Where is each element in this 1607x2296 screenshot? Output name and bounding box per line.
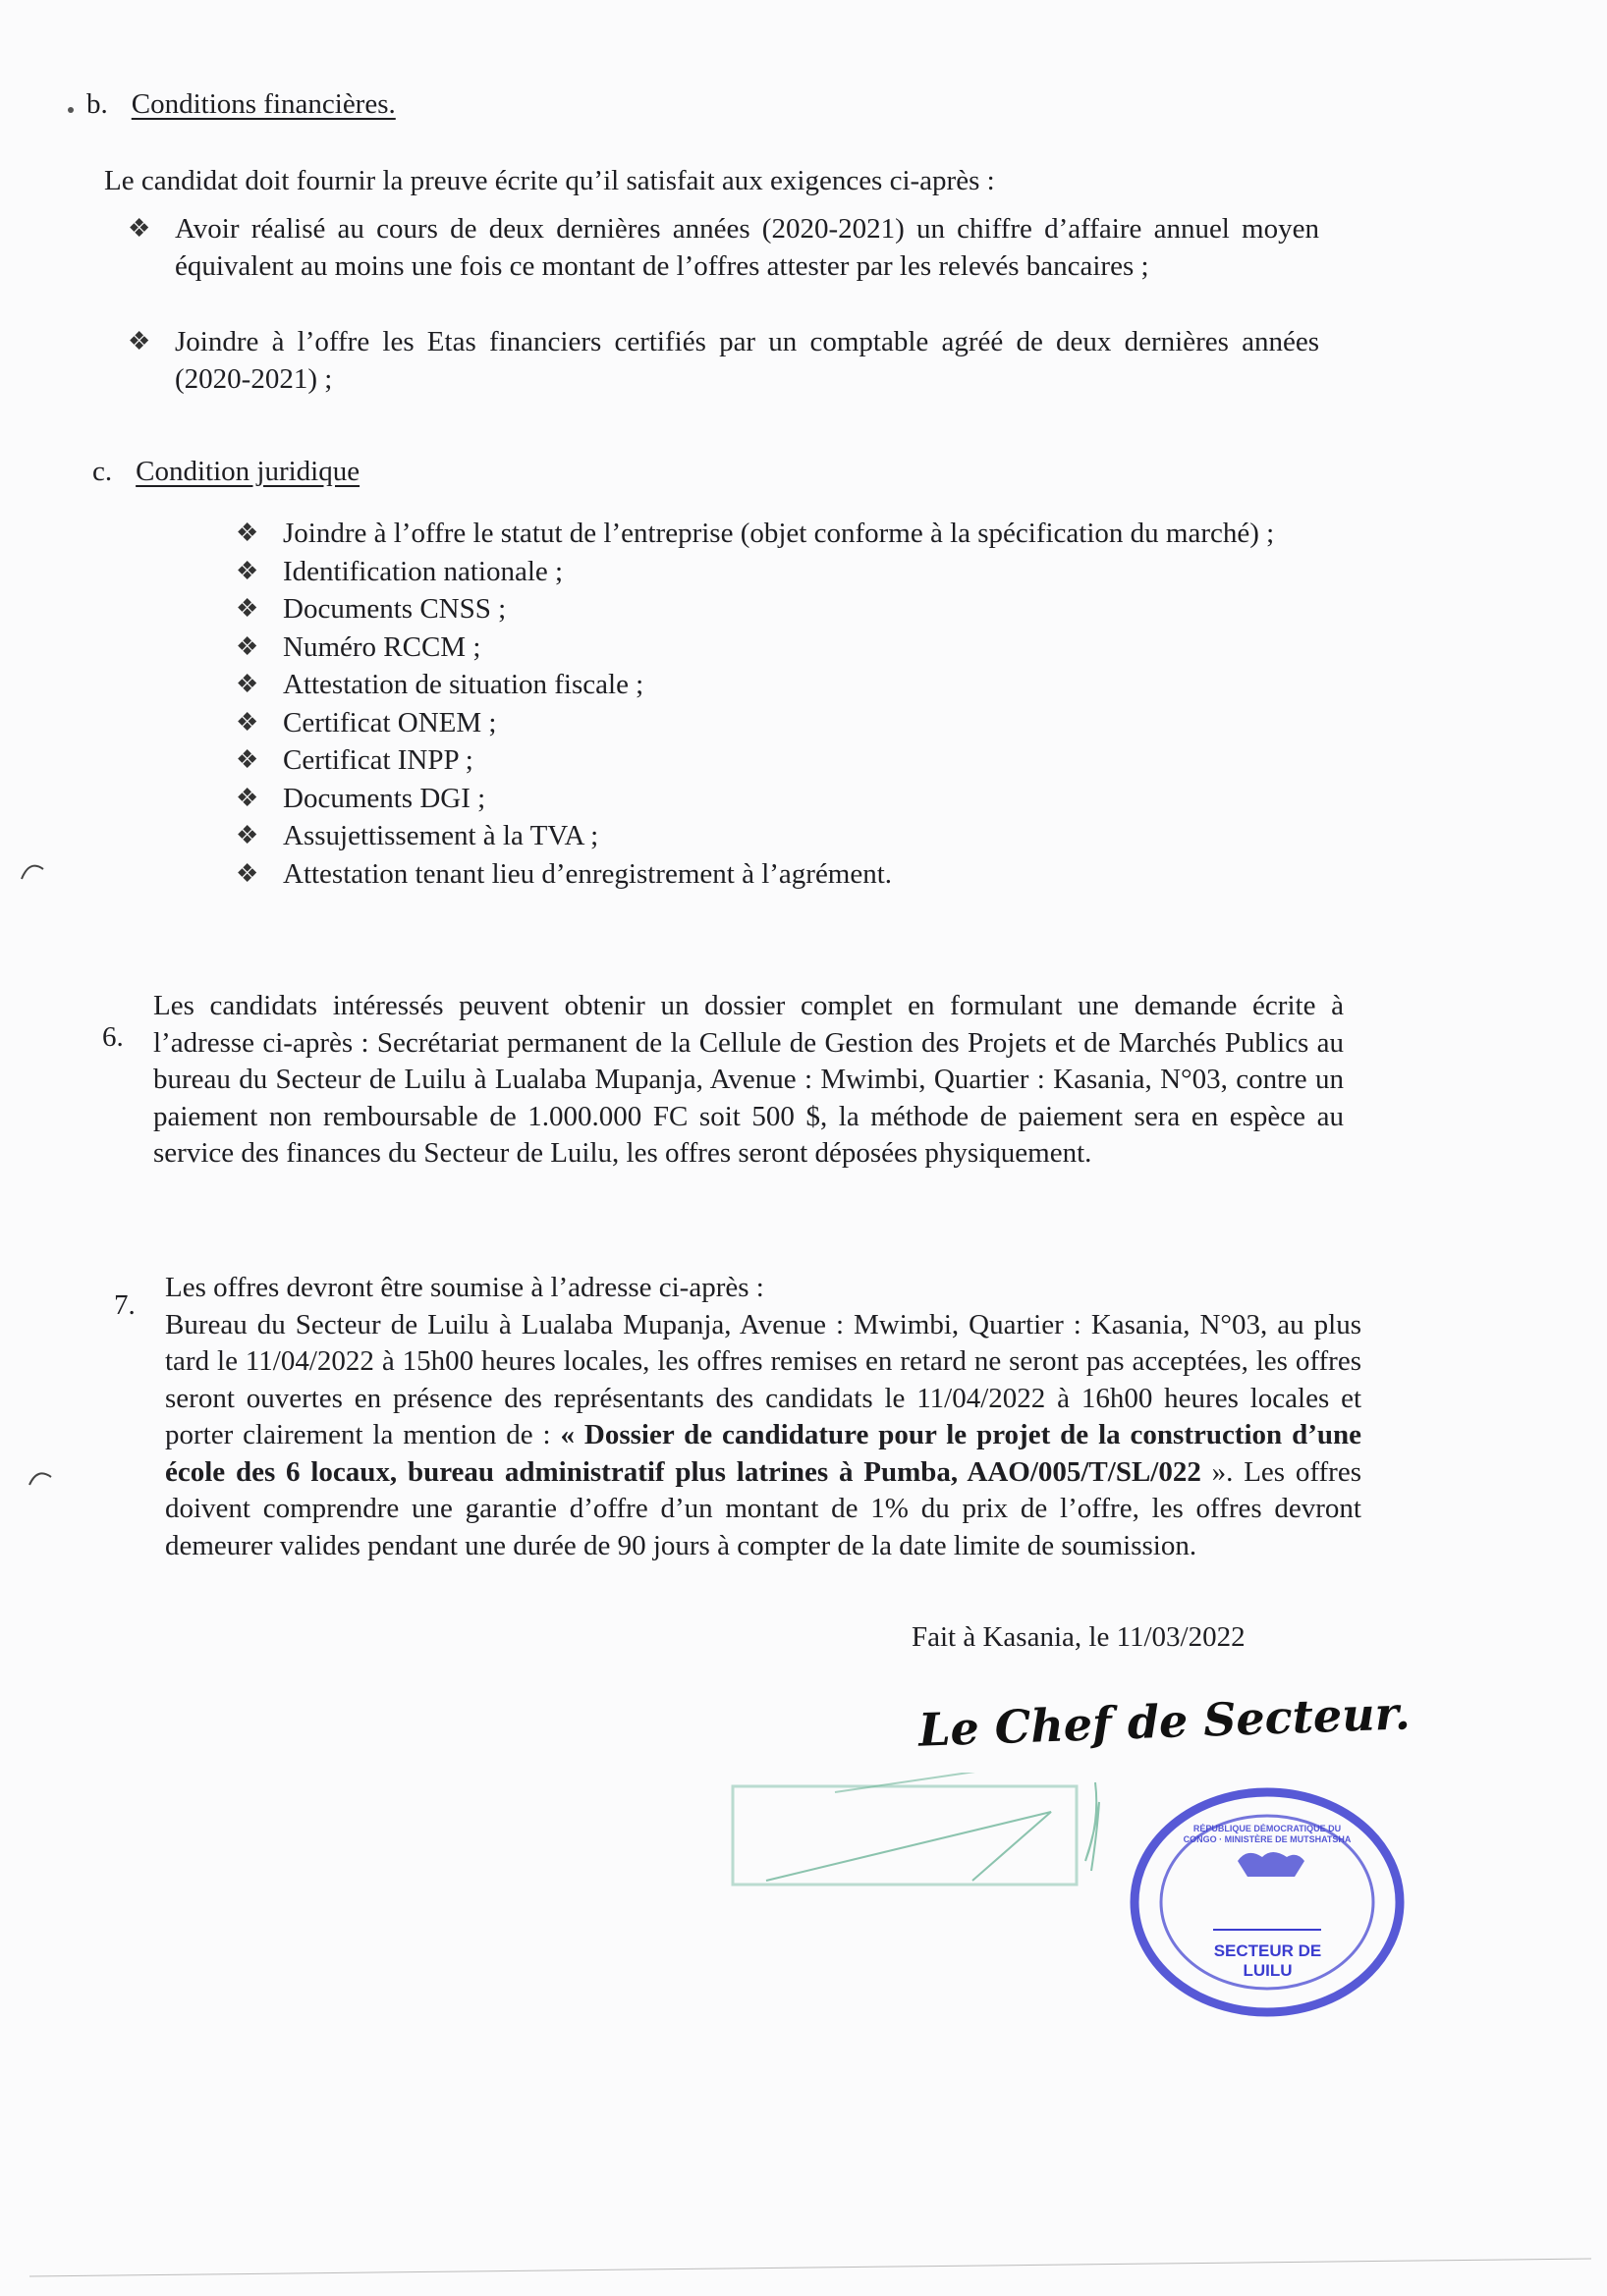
list-item: ❖ Attestation tenant lieu d’enregistrement à l’agrément. bbox=[283, 855, 1339, 894]
item-7-number: 7. bbox=[114, 1289, 136, 1321]
list-item: ❖ Joindre à l’offre le statut de l’entreprise (objet conforme à la spécification du marché) ; bbox=[283, 515, 1339, 553]
official-seal bbox=[1120, 1782, 1414, 2028]
section-b-letter: b. bbox=[86, 88, 108, 120]
list-item: ❖ Attestation de situation fiscale ; bbox=[283, 666, 1339, 704]
diamond-bullet-icon: ❖ bbox=[236, 556, 259, 585]
section-c-letter: c. bbox=[92, 456, 113, 487]
bullet-text: Avoir réalisé au cours de deux dernières années (2020-2021) un chiffre d’affaire annuel moyen équivalent au moins une fois ce montant de l’offres attester par les relevés bancaires ; bbox=[175, 213, 1319, 282]
diamond-bullet-icon: ❖ bbox=[236, 519, 259, 547]
item-7-text bbox=[165, 1270, 1361, 1564]
list-item: ❖ Documents CNSS ; bbox=[283, 590, 1339, 629]
signature-title: Le Chef de Secteur. bbox=[917, 1686, 1412, 1757]
item-6-number: 6. bbox=[102, 1021, 124, 1053]
item-6-text: Les candidats intéressés peuvent obtenir un dossier complet en formulant une demande écrite à l’adresse ci-après : Secrétariat permanent de la Cellule de Gestion des Projets et de Marchés Publics au bureau du Secteur de Luilu à Lualaba Mupanja, Avenue : Mwimbi, Quartier : Kasania, N°03, contre un paiement non remboursable de 1.000.000 FC soit 500 $, la méthode de paiement sera en espèce au service des finances du Secteur de Luilu, les offres seront déposées physiquement. bbox=[153, 990, 1344, 1169]
bullet-text: Joindre à l’offre les Etas financiers certifiés par un comptable agréé de deux dernières années (2020-2021) ; bbox=[175, 326, 1319, 395]
diamond-bullet-icon: ❖ bbox=[128, 214, 151, 243]
item-7-body: Bureau du Secteur de Luilu à Lualaba Mupanja, Avenue : Mwimbi, Quartier : Kasania, N°03, au plus tard le 11/04/2022 à 15h00 heures locales, les offres remises en retard ne seront pas acceptées, les offres seront ouvertes en présence des représentants des candidats le 11/04/2022 à 16h00 heures locales et porter clairement la mention de : bbox=[165, 1308, 1361, 1450]
diamond-bullet-icon: ❖ bbox=[128, 327, 151, 355]
diamond-bullet-icon: ❖ bbox=[236, 707, 259, 737]
list-item: ❖ Numéro RCCM ; bbox=[283, 629, 1339, 667]
item-7-line1: Les offres devront être soumise à l’adresse ci-après : bbox=[165, 1272, 764, 1303]
diamond-bullet-icon: ❖ bbox=[236, 594, 259, 623]
item-7-bold-mention: « Dossier de candidature pour le projet de la construction d’une école des 6 locaux, bureau administratif plus latrines à Pumba, AAO/005/T/SL/022 bbox=[165, 1419, 1362, 1488]
seal-text-top: RÉPUBLIQUE DÉMOCRATIQUE DU CONGO · MINISTÈRE DE MUTSHATSHA bbox=[1183, 1824, 1352, 1844]
diamond-bullet-icon: ❖ bbox=[236, 631, 259, 661]
section-b-bullet bbox=[128, 323, 1319, 398]
diamond-bullet-icon: ❖ bbox=[236, 745, 259, 774]
section-c-title: Condition juridique bbox=[136, 456, 360, 487]
section-b-title: Conditions financières. bbox=[131, 88, 396, 120]
date-line: Fait à Kasania, le 11/03/2022 bbox=[912, 1621, 1246, 1653]
seal-ring-icon bbox=[1120, 1782, 1414, 2028]
section-b-intro: Le candidat doit fournir la preuve écrite qu’il satisfait aux exigences ci-après : bbox=[104, 165, 995, 196]
list-item: ❖ Documents DGI ; bbox=[283, 780, 1339, 818]
section-b-bullet bbox=[128, 210, 1319, 285]
legal-conditions-list bbox=[236, 515, 1339, 893]
diamond-bullet-icon: ❖ bbox=[236, 670, 259, 698]
green-stamp bbox=[727, 1773, 1110, 1895]
seal-text-center: SECTEUR DE LUILU bbox=[1213, 1941, 1322, 1980]
diamond-bullet-icon: ❖ bbox=[236, 783, 259, 812]
list-item: ❖ Certificat INPP ; bbox=[283, 741, 1339, 780]
list-item: ❖ Certificat ONEM ; bbox=[283, 704, 1339, 742]
item-7-body-end: ». Les offres doivent comprendre une garantie d’offre d’un montant de 1% du prix de l’offre, les offres devront demeurer valides pendant une durée de 90 jours à compter de la date limite de soumission. bbox=[165, 1455, 1361, 1561]
diamond-bullet-icon: ❖ bbox=[236, 858, 259, 888]
section-c-heading bbox=[92, 456, 360, 488]
diamond-bullet-icon: ❖ bbox=[236, 821, 259, 849]
section-b-heading bbox=[86, 88, 396, 121]
list-item: ❖ Identification nationale ; bbox=[283, 553, 1339, 591]
list-item: ❖ Assujettissement à la TVA ; bbox=[283, 817, 1339, 855]
